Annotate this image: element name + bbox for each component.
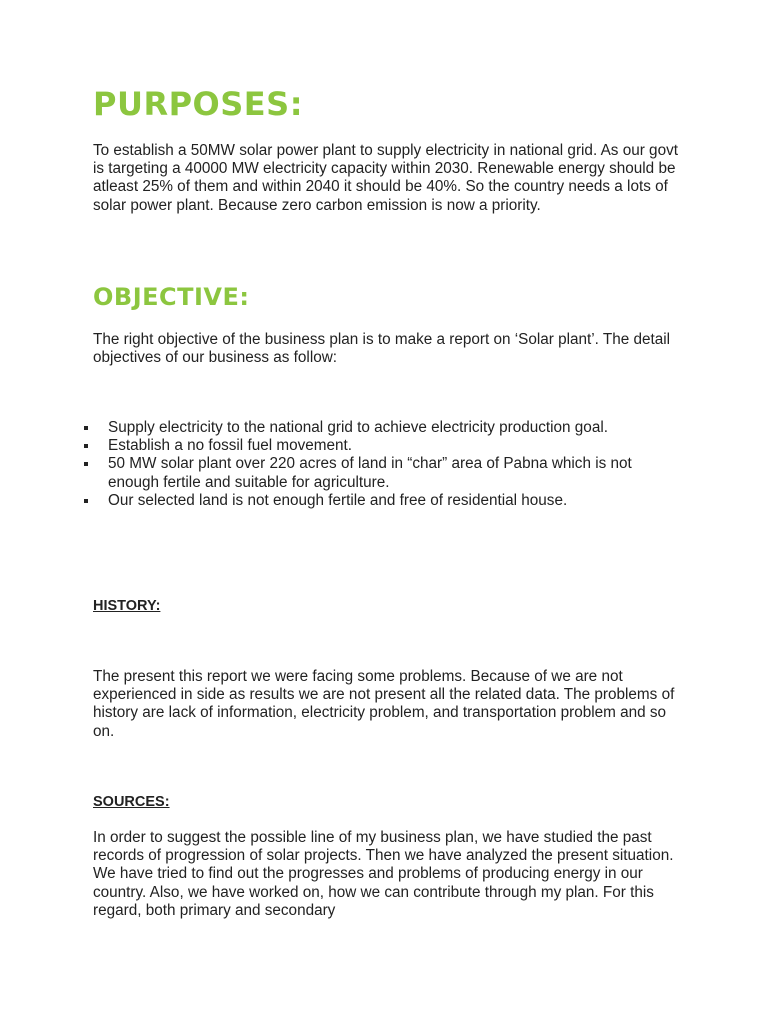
square-bullet-icon <box>84 462 88 466</box>
square-bullet-icon <box>84 426 88 430</box>
list-item <box>84 419 674 437</box>
list-item <box>84 455 674 491</box>
square-bullet-icon <box>84 444 88 448</box>
list-item <box>84 437 674 455</box>
list-item-text: Establish a no fossil fuel movement. <box>108 437 353 455</box>
purposes-paragraph: To establish a 50MW solar power plant to supply electricity in national grid. As our govt is targeting a 40000 MW electricity capacity within 2030. Renewable energy should be atleast 25% of them and within 2040 it should be 40%. So the country needs a lots of solar power plant. Because zero carbon emission is now a priority. <box>93 142 678 214</box>
sources-heading: SOURCES: <box>93 794 170 810</box>
history-heading: HISTORY: <box>93 598 161 614</box>
list-item-text: 50 MW solar plant over 220 acres of land in “char” area of Pabna which is not enough fertile and suitable for agriculture. <box>108 455 632 491</box>
sources-paragraph: In order to suggest the possible line of my business plan, we have studied the past records of progression of solar projects. Then we have analyzed the present situation. We have tried to find out the progresses and problems of producing energy in our country. Also, we have worked on, how we can contribute through my plan. For this regard, both primary and secondary <box>93 829 674 919</box>
objective-bullet-list <box>84 419 674 510</box>
purposes-heading: PURPOSES: <box>93 85 303 123</box>
list-item-text: Our selected land is not enough fertile and free of residential house. <box>108 491 568 509</box>
history-paragraph: The present this report we were facing some problems. Because of we are not experienced in side as results we are not present all the related data. The problems of history are lack of information, electricity problem, and transportation problem and so on. <box>93 668 675 740</box>
list-item <box>84 492 674 510</box>
objective-paragraph: The right objective of the business plan is to make a report on ‘Solar plant’. The detail objectives of our business as follow: <box>93 331 671 367</box>
objective-heading: OBJECTIVE: <box>93 283 250 311</box>
square-bullet-icon <box>84 499 88 503</box>
list-item-text: Supply electricity to the national grid to achieve electricity production goal. <box>108 419 608 436</box>
